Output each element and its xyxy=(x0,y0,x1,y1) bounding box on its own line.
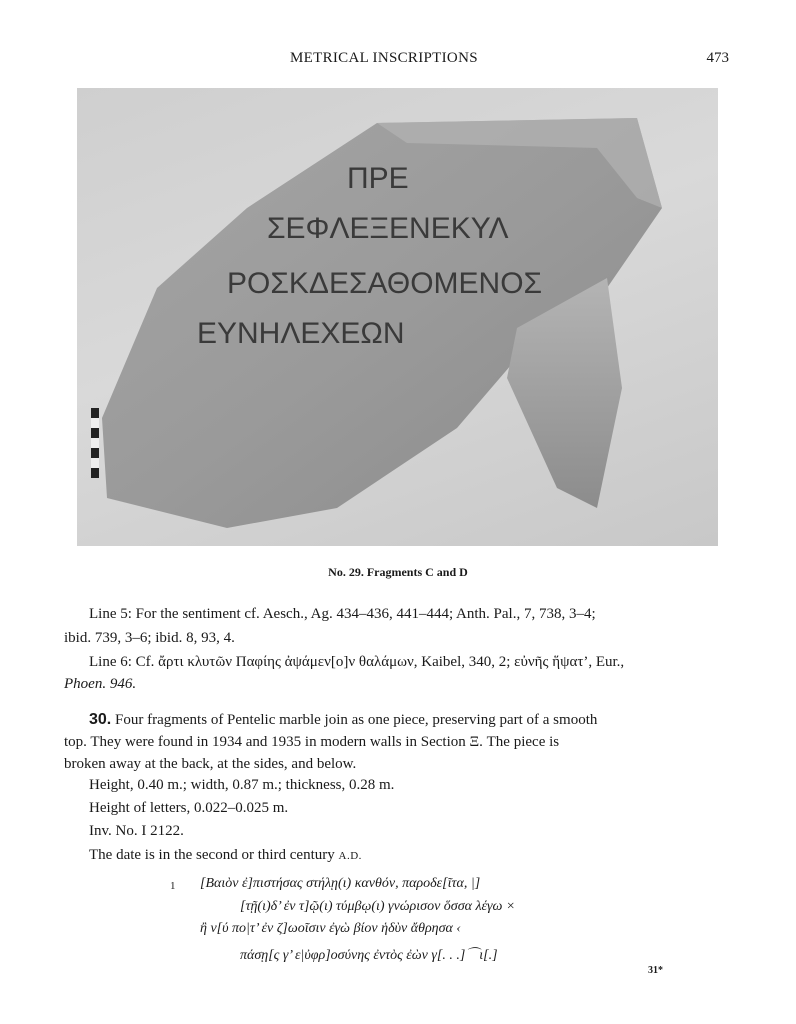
inscribed-line-2: ΣΕΦΛΕΞΕΝΕΚΥΛ xyxy=(267,212,509,245)
entry30-date xyxy=(89,847,362,864)
note-line5-text: Line 5: For the sentiment cf. Aesch., Ag. 434–436, 441–444; Anth. Pal., 7, 738, 3–4; xyxy=(89,606,596,622)
inscription-line-3: ἢ ν[ύ πο|τ’ ἐν ζ]ωοῖσιν ἐγὼ βίον ἡδὺν ἄθρησα ‹ xyxy=(200,921,462,936)
entry30-inventory: Inv. No. I 2122. xyxy=(89,823,184,839)
inscription-line-2: [τῇ(ι)δ’ ἐν τ]ῷ(ι) τύμβῳ(ι) γνώρισον ὅσσα λέγω × xyxy=(240,899,516,914)
entry-number: 30. xyxy=(89,711,112,728)
entry30-letters: Height of letters, 0.022–0.025 m. xyxy=(89,800,289,816)
entry30-desc1 xyxy=(64,709,730,731)
entry30-desc3: broken away at the back, at the sides, and below. xyxy=(64,756,357,772)
entry30-date-text: The date is in the second or third century xyxy=(89,847,335,863)
inscribed-line-4: ΕΥΝΗΛΕΧΕΩΝ xyxy=(197,317,405,350)
note-line6-cont-text: Phoen. 946. xyxy=(64,676,137,692)
stone-fragment-drawing xyxy=(77,88,718,546)
inscription-line-1: [Βαιὸν ἐ]πιστήσας στήλῃ(ι) κανθόν, παροδε[ῖτα, |] xyxy=(200,876,481,891)
inscription-line-4: πάσῃ[ς γ’ ε|ὐφρ]οσύνης ἐντὸς ἐὼν γ[. . .]⌒ι[.] xyxy=(240,948,498,963)
note-line5-cont xyxy=(64,627,730,649)
inscribed-line-1: ΠΡΕ xyxy=(347,162,409,195)
entry30-desc2: top. They were found in 1934 and 1935 in modern walls in Section Ξ. The piece is xyxy=(64,734,560,750)
note-line6 xyxy=(64,651,730,673)
running-head: METRICAL INSCRIPTIONS xyxy=(290,50,478,66)
note-line6-cont xyxy=(64,673,730,695)
note-line5 xyxy=(64,603,730,625)
page-number: 473 xyxy=(706,50,729,66)
scale-bar-tick-3 xyxy=(91,458,99,468)
entry30-dimensions: Height, 0.40 m.; width, 0.87 m.; thickness, 0.28 m. xyxy=(89,777,395,793)
note-line5-cont-text: ibid. 739, 3–6; ibid. 8, 93, 4. xyxy=(64,630,235,646)
inscription-line-number: 1 xyxy=(170,880,176,892)
signature-mark: 31* xyxy=(648,965,663,976)
inscription-photo xyxy=(77,88,718,546)
inscribed-line-3: ΡΟΣΚΔΕΣΑΘΟΜΕΝΟΣ xyxy=(227,267,543,300)
scale-bar-tick-1 xyxy=(91,418,99,428)
figure-caption: No. 29. Fragments C and D xyxy=(328,565,468,579)
note-line6-text: Line 6: Cf. ἄρτι κλυτῶν Παφίης ἀψάμεν[ο]ν θαλάμων, Kaibel, 340, 2; εὐνῆς ἥψατ’, Eur., xyxy=(89,654,625,670)
entry30-date-era: A.D. xyxy=(338,850,362,862)
scale-bar-tick-2 xyxy=(91,438,99,448)
entry30-desc1-text: Four fragments of Pentelic marble join as one piece, preserving part of a smooth xyxy=(115,712,598,728)
